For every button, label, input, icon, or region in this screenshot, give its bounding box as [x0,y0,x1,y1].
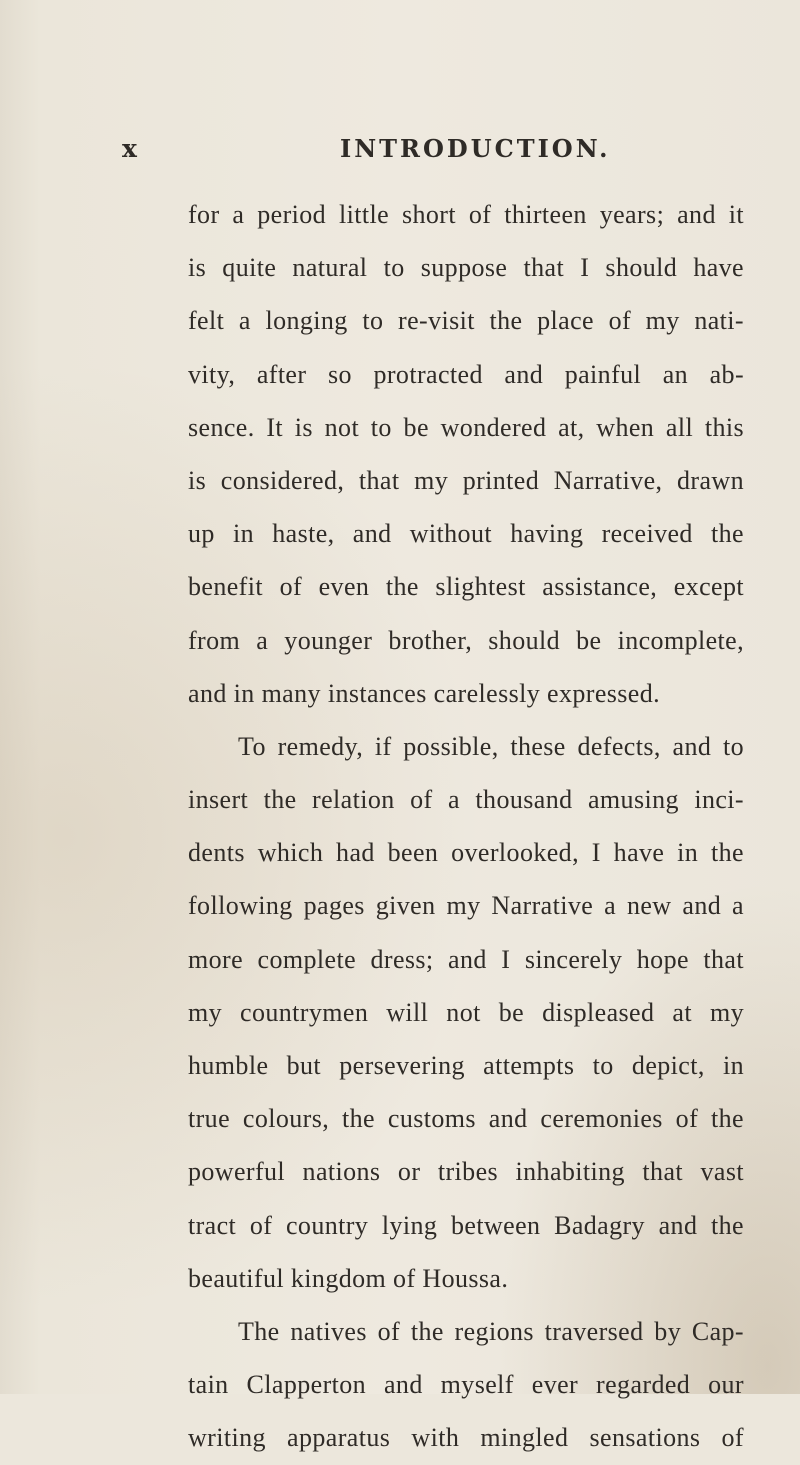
text-line: writing apparatus with mingled sensations of [188,1423,744,1453]
text-line: dents which had been overlooked, I have in the [188,838,744,868]
text-line: for a period little short of thirteen years; and it [188,200,744,229]
text-line: is quite natural to suppose that I should have [188,253,744,283]
running-head: INTRODUCTION. [340,134,611,163]
text-line: beautiful kingdom of Houssa. [188,1263,509,1293]
text-line: benefit of even the slightest assistance, except [188,572,744,602]
body-text [188,188,744,1465]
page-header [122,134,682,174]
text-line: from a younger brother, should be incomplete, [188,625,744,655]
text-line: sence. It is not to be wondered at, when all this [188,412,744,442]
text-line: tain Clapperton and myself ever regarded our [188,1370,744,1400]
text-line: vity, after so protracted and painful an ab- [188,359,744,389]
text-line: more complete dress; and I sincerely hope that [188,944,744,974]
text-line: and in many instances carelessly expressed. [188,678,661,708]
text-line: is considered, that my printed Narrative, drawn [188,465,744,495]
text-line: following pages given my Narrative a new and a [188,891,744,921]
text-line: powerful nations or tribes inhabiting that vast [188,1157,744,1187]
text-line: humble but persevering attempts to depict, in [188,1051,744,1080]
text-line: up in haste, and without having received the [188,519,744,549]
page-number: x [122,134,138,163]
text-line: tract of country lying between Badagry and the [188,1210,744,1240]
paragraph-start-line: The natives of the regions traversed by Cap- [238,1316,744,1346]
text-line: my countrymen will not be displeased at my [188,997,744,1027]
text-line: insert the relation of a thousand amusing inci- [188,785,744,815]
paragraph-start-line: To remedy, if possible, these defects, and to [238,731,744,761]
text-line: felt a longing to re-visit the place of my nati- [188,306,744,336]
text-line: true colours, the customs and ceremonies of the [188,1104,744,1134]
